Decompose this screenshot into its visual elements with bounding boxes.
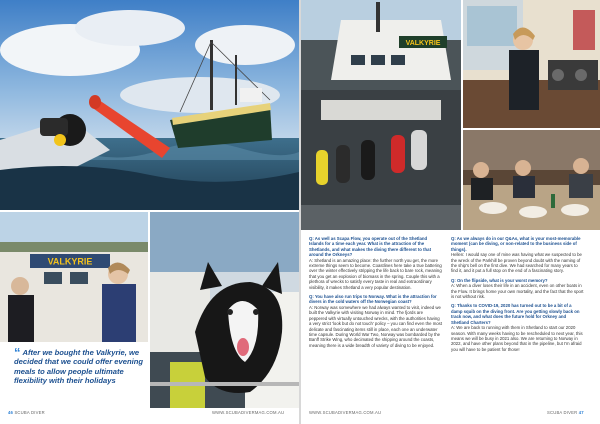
quote-mark-icon: “ (14, 345, 21, 360)
left-page-number: 46 (8, 410, 14, 415)
crew-boat-name: VALKYRIE (47, 256, 93, 267)
question-memorable-moment: Q: As we always do in our Q&As, what is your most-memorable moment (can be diving, or non-related to the business side of things). (451, 236, 581, 252)
crew-portrait-photo (0, 212, 148, 342)
question-shetland: Q: As well as Scapa Flow, you operate out of the Shetland Islands for a time each year. What is the attraction of the Shetlands, and what makes the diving there different to that around the Orkneys? (309, 236, 432, 258)
right-folio-url: WWW.SCUBADIVERMAG.COM.AU (309, 410, 382, 415)
left-magazine-name: SCUBA DIVER (14, 410, 45, 415)
dog-on-deck-photo (150, 212, 299, 408)
hero-photo-diver-and-boat (0, 0, 299, 210)
right-page-number: 47 (578, 410, 584, 415)
left-page (0, 0, 299, 424)
answer-norway: A: Norway was somewhere we had always wanted to visit, indeed we built the Valkyrie with visiting Norway in mind. The fjords are peppered with virtually untouched wrecks, with the authorities having a very strict 'look but do not touch' policy – you can find even the most delicate and fascinating items still in place, each one an underwater time capsule. During World War Two, Norway was bombarded by the Banff Strike Wing, who decimated the shipping around the coasts, meaning there is a wide breadth of variety of diving to be enjoyed. (309, 304, 443, 348)
galley-cook-photo (463, 0, 600, 128)
answer-memorable-moment: Hellen: I would say one of mine was having what we suspected to be the wreck of the Parkhill be proven beyond doubt with the naming of the ship's bell on the first dive. We had searched for many years to find it, and it put a full stop on the end of a fascinating story. (451, 252, 582, 274)
right-page (301, 0, 600, 424)
pull-quote-text: After we bought the Valkyrie, we decided that we could offer evening meals to allow people ultimate flexibility with their holidays (14, 348, 143, 386)
article-column-1 (309, 236, 442, 352)
answer-shetland: A: Shetland is an amazing place: the further north you get, the more extreme things seem to become. Coastlines here take a true battering over the winter effectively stripping the life back to bare rock, meaning that you get an explosion of biomass in the spring. Couple this with a plethora of wrecks to satisfy every taste in real and extraordinary visibility, it makes Shetland a very popular destination. (309, 257, 442, 290)
left-folio-url: WWW.SCUBADIVERMAG.COM.AU (212, 410, 285, 415)
question-norway: Q: You have also run trips to Norway. What is the attraction for divers in the cold waters off the Norwegian coast? (309, 294, 437, 305)
answer-worst-memory: A: When a diver loses their life in an accident, even on other boats in the Flow. It brings home your own mortality, and the fact that the sport is not without risk. (451, 283, 584, 300)
article-column-2 (451, 236, 584, 356)
right-folio (547, 410, 584, 415)
boat-name-sign: VALKYRIE (405, 40, 441, 47)
left-folio (8, 410, 45, 415)
boat-deck-photo (301, 0, 461, 230)
answer-covid: A: We are back to running with them in Shetland to start our 2020 season. With many weeks having to be rescheduled to next year, this means we will be busy in 2021 also. We are returning to Norway in 2022, and have other plans beyond that in the pipeline, but I'm afraid you will have to be patient for those! (451, 325, 583, 352)
right-magazine-name: SCUBA DIVER (547, 410, 578, 415)
question-covid: Q: Thanks to COVID-19, 2020 has turned out to be a bit of a damp squib on the diving front. Are you getting slowly back on track now, and what does the future hold for Orkney and Shetland Charters? (451, 303, 580, 325)
question-worst-memory: Q: On the flipside, what is your worst memory? (451, 277, 548, 283)
divers-dinner-table-photo (463, 130, 600, 230)
pull-quote (14, 345, 144, 386)
